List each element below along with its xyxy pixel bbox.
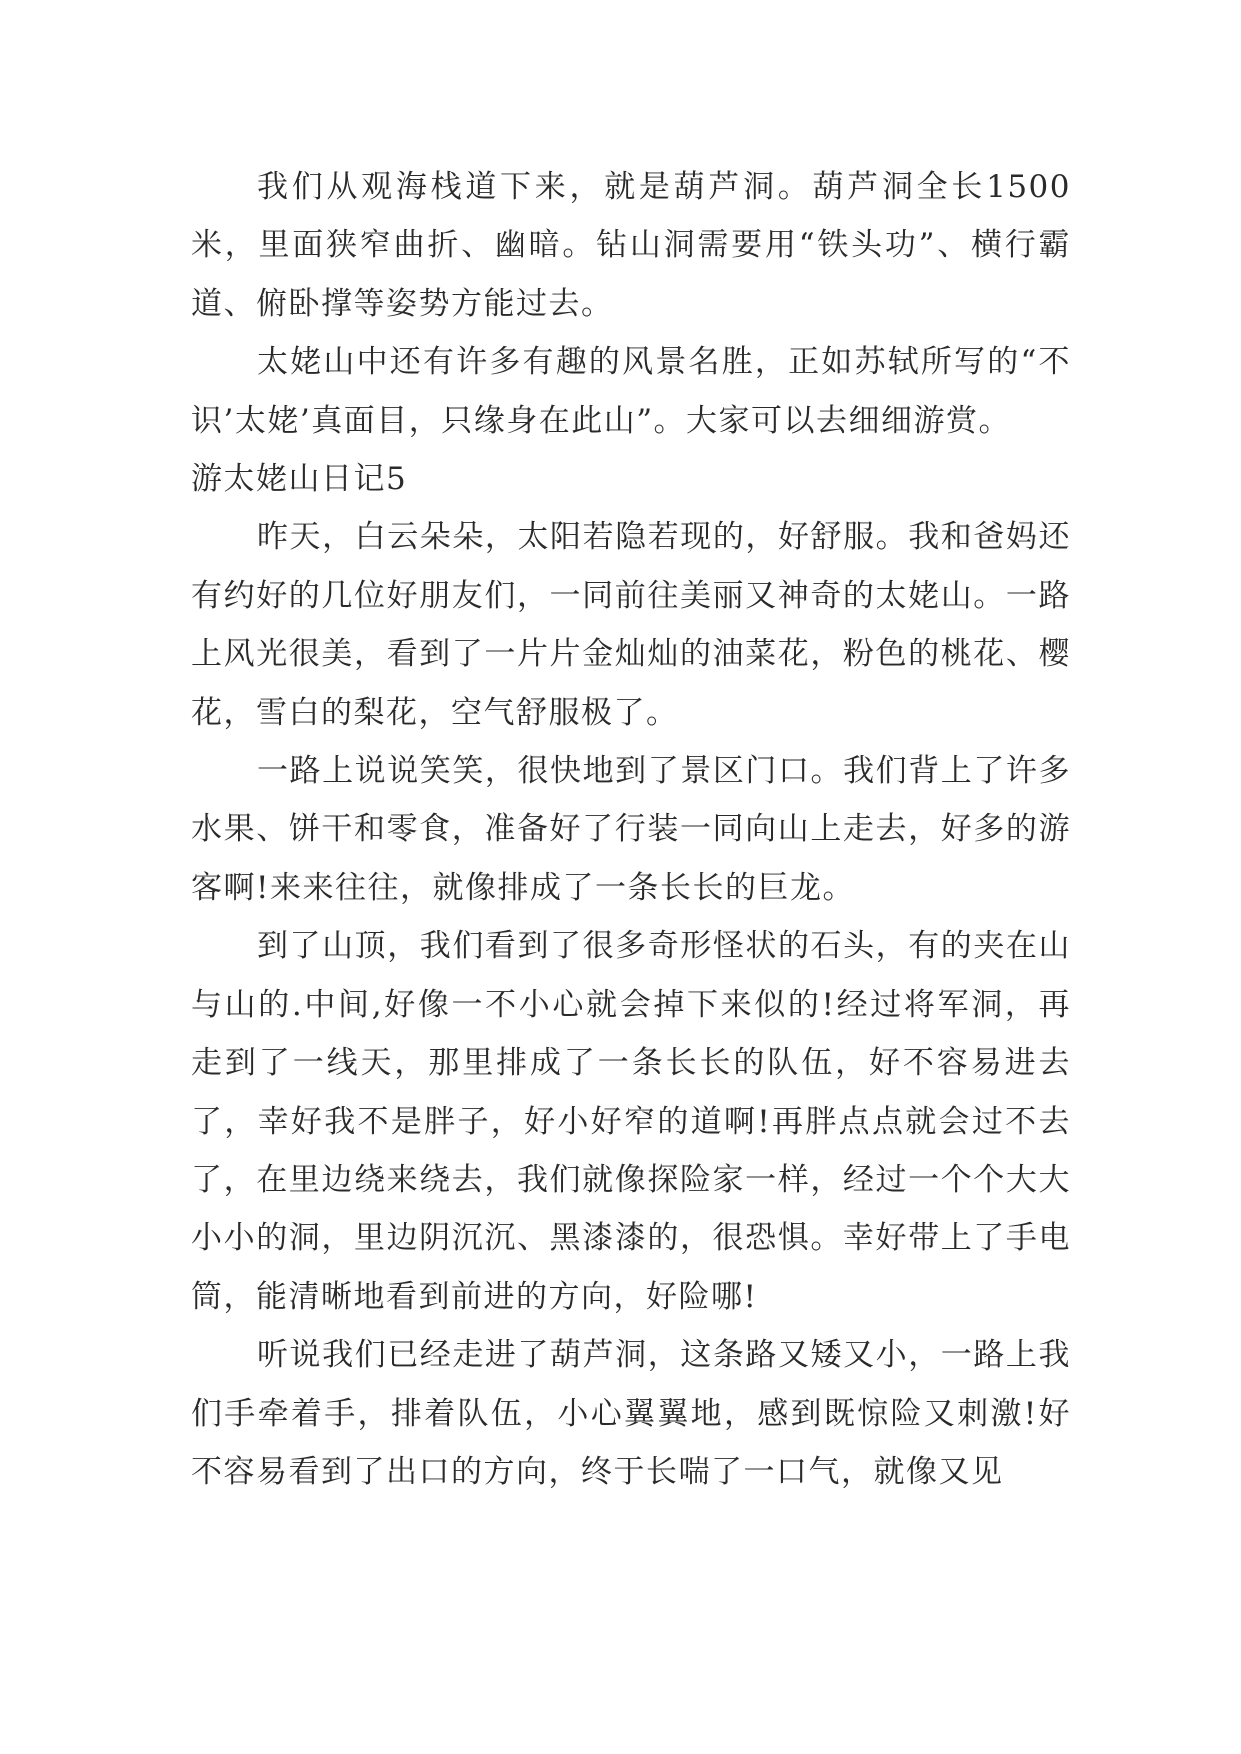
paragraph-gourd-cave-walk: 听说我们已经走进了葫芦洞，这条路又矮又小，一路上我们手牵着手，排着队伍，小心翼翼地，感到既惊险又刺激!好不容易看到了出口的方向，终于长喘了一口气，就像又见 <box>191 1337 1071 1490</box>
paragraph-scenic-gate: 一路上说说笑笑，很快地到了景区门口。我们背上了许多水果、饼干和零食，准备好了行装一同向山上走去，好多的游客啊!来来往往，就像排成了一条长长的巨龙。 <box>191 753 1071 906</box>
paragraph-scenic-spots: 太姥山中还有许多有趣的风景名胜，正如苏轼所写的“不识’太姥’真面目，只缘身在此山”。大家可以去细细游赏。 <box>191 344 1071 439</box>
section-heading: 游太姥山日记5 <box>191 461 408 498</box>
paragraph-yesterday: 昨天，白云朵朵，太阳若隐若现的，好舒服。我和爸妈还有约好的几位好朋友们，一同前往美丽又神奇的太姥山。一路上风光很美，看到了一片片金灿灿的油菜花，粉色的桃花、樱花，雪白的梨花，空气舒服极了。 <box>191 519 1071 731</box>
document-body <box>191 158 1071 1501</box>
paragraph-gourd-cave: 我们从观海栈道下来，就是葫芦洞。葫芦洞全长1500米，里面狭窄曲折、幽暗。钻山洞需要用“铁头功”、横行霸道、俯卧撑等姿势方能过去。 <box>191 169 1071 322</box>
paragraph-mountain-top: 到了山顶，我们看到了很多奇形怪状的石头，有的夹在山与山的.中间,好像一不小心就会掉下来似的!经过将军洞，再走到了一线天，那里排成了一条长长的队伍，好不容易进去了，幸好我不是胖子，好小好窄的道啊!再胖点点就会过不去了，在里边绕来绕去，我们就像探险家一样，经过一个个大大小小的洞，里边阴沉沉、黑漆漆的，很恐惧。幸好带上了手电筒，能清晰地看到前进的方向，好险哪! <box>191 928 1071 1315</box>
